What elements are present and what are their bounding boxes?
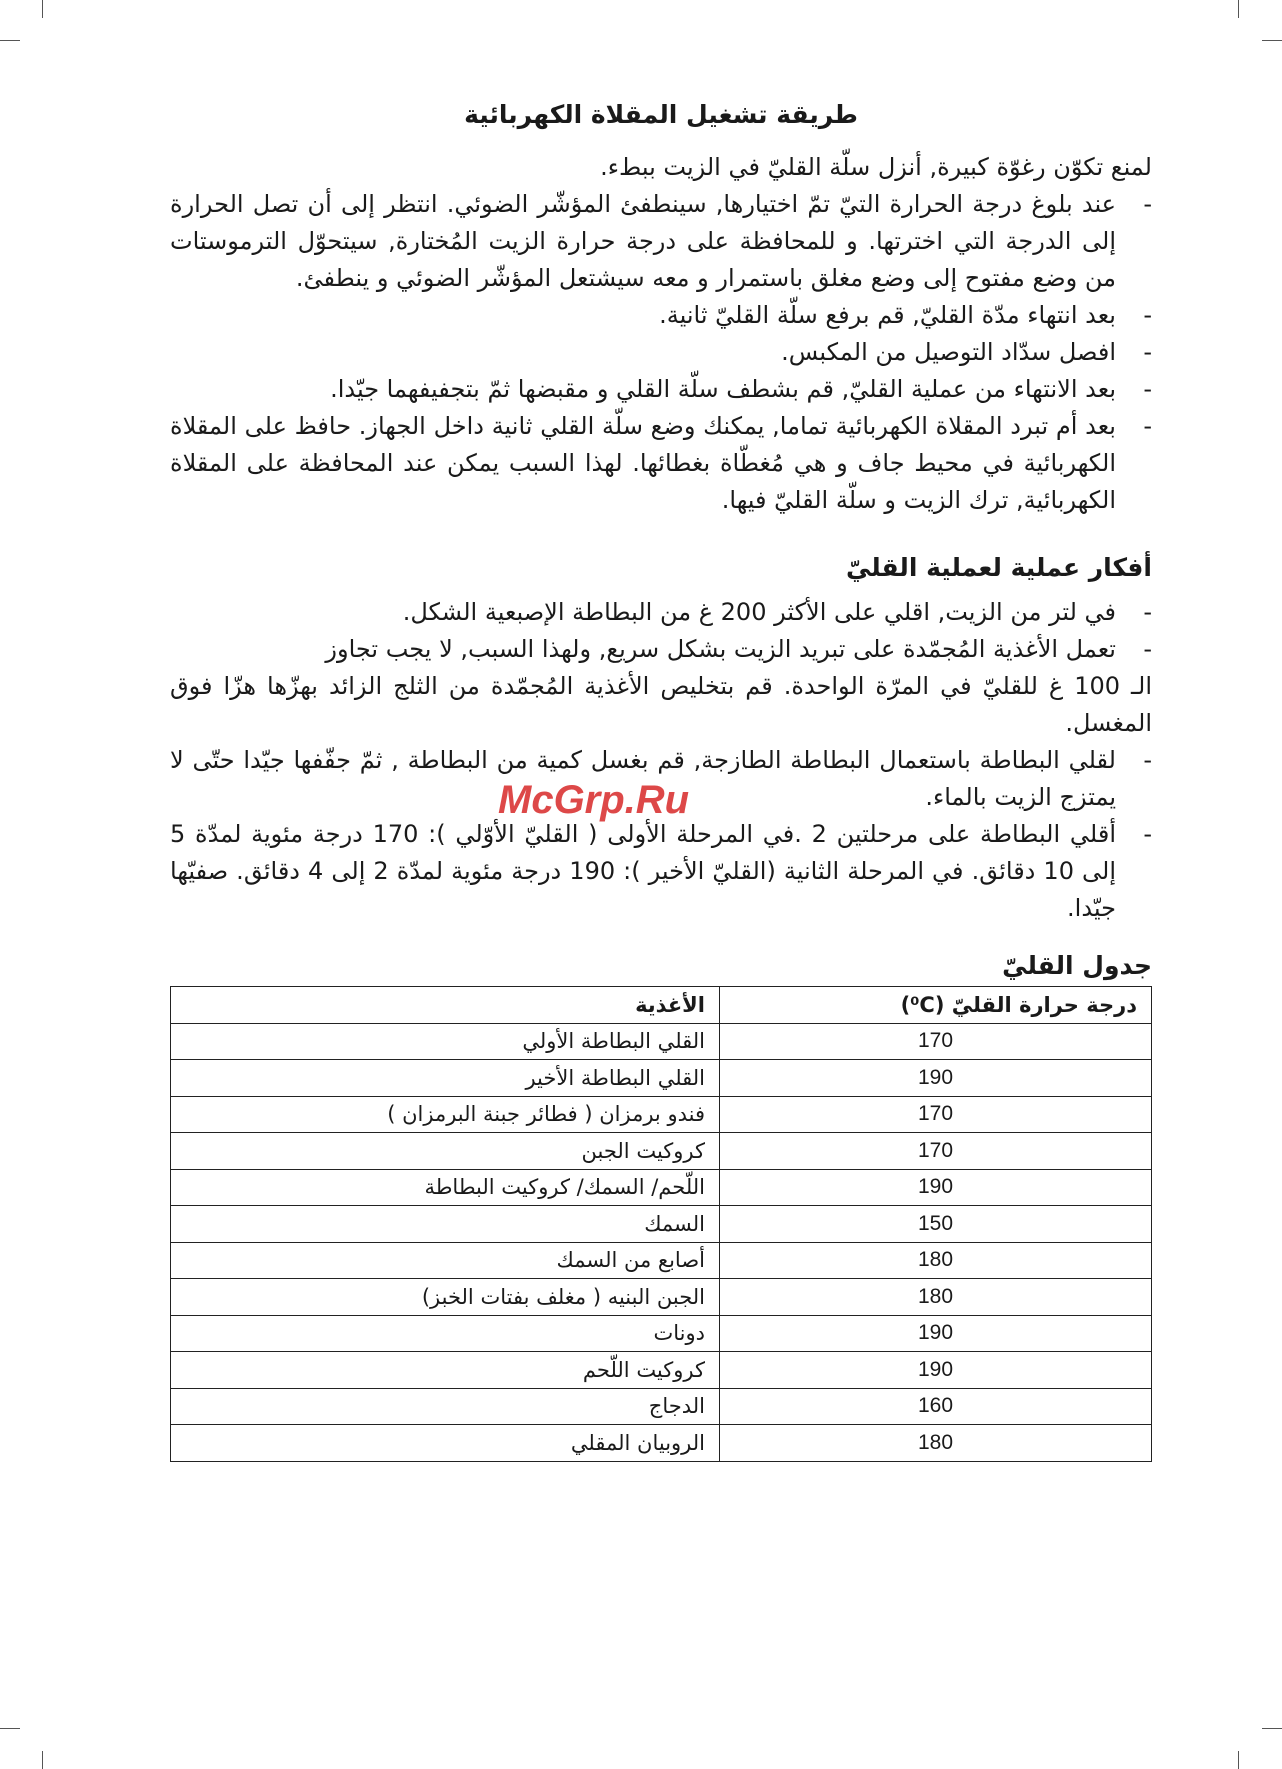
food-cell: أصابع من السمك	[171, 1242, 720, 1279]
crop-mark-top-right-v	[1238, 0, 1239, 18]
table-row	[171, 1206, 1152, 1243]
crop-mark-bottom-left-v	[42, 1751, 43, 1769]
table-row	[171, 1242, 1152, 1279]
food-cell: فندو برمزان ( فطائر جبنة البرمزان )	[171, 1096, 720, 1133]
table-title: جدول القليّ	[1002, 951, 1152, 980]
table-row	[171, 1060, 1152, 1097]
list-item: - بعد انتهاء مدّة القليّ, قم برفع سلّة القليّ ثانية.	[659, 301, 1152, 329]
table-row	[171, 1169, 1152, 1206]
table-row	[171, 1096, 1152, 1133]
temp-cell: 170	[720, 1133, 1152, 1170]
crop-mark-top-left-v	[42, 0, 43, 18]
table-row	[171, 1352, 1152, 1389]
list-item: - تعمل الأغذية المُجمّدة على تبريد الزيت بشكل سريع, ولهذا السبب, لا يجب تجاوز	[325, 635, 1152, 663]
temp-cell: 190	[720, 1169, 1152, 1206]
table-row	[171, 1023, 1152, 1060]
food-cell: دونات	[171, 1315, 720, 1352]
header-temp: درجة حرارة القليّ (⁰C)	[720, 987, 1152, 1024]
header-food: الأغذية	[171, 987, 720, 1024]
list-item: - بعد أم تبرد المقلاة الكهربائية تماما, يمكنك وضع سلّة القلي ثانية داخل الجهاز. حافظ على المقلاة الكهربائية في محيط جاف و هي مُغطّاة بغطائها. لهذا السبب يمكن عند المحافظة على المقلاة الكهربائية, ترك الزيت و سلّة القليّ فيها.	[170, 412, 1152, 514]
table-row	[171, 1133, 1152, 1170]
crop-mark-top-right-h	[1262, 40, 1282, 41]
list-item: - بعد الانتهاء من عملية القليّ, قم بشطف سلّة القلي و مقبضها ثمّ بتجفيفهما جيّدا.	[330, 375, 1152, 403]
table-row	[171, 1388, 1152, 1425]
food-cell: القلي البطاطة الأولي	[171, 1023, 720, 1060]
list-item: - افصل سدّاد التوصيل من المكبس.	[781, 338, 1152, 366]
food-cell: الجبن البنيه ( مغلف بفتات الخبز)	[171, 1279, 720, 1316]
list-item: - أقلي البطاطة على مرحلتين 2 .في المرحلة الأولى ( القليّ الأوّلي ): 170 درجة مئوية لمدّة 5 إلى 10 دقائق. في المرحلة الثانية (القليّ الأخير ): 190 درجة مئوية لمدّة 2 إلى 4 دقائق. صفيّها جيّدا.	[170, 820, 1152, 922]
tips-list	[170, 594, 1152, 668]
food-cell: اللّحم/ السمك/ كروكيت البطاطة	[171, 1169, 720, 1206]
crop-mark-top-left-h	[0, 40, 20, 41]
temp-cell: 170	[720, 1023, 1152, 1060]
table-row	[171, 1425, 1152, 1462]
list-item: - في لتر من الزيت, اقلي على الأكثر 200 غ من البطاطة الإصبعية الشكل.	[402, 598, 1152, 626]
table-row	[171, 1315, 1152, 1352]
tips-title: أفكار عملية لعملية القليّ	[845, 553, 1152, 582]
table-header-row	[171, 987, 1152, 1024]
food-cell: الروبيان المقلي	[171, 1425, 720, 1462]
temp-cell: 190	[720, 1060, 1152, 1097]
list-item: - لقلي البطاطة باستعمال البطاطة الطازجة, قم بغسل كمية من البطاطة , ثمّ جفّفها جيّدا حتّى لا يمتزج الزيت بالماء.	[170, 746, 1152, 811]
frying-table	[170, 986, 1152, 1462]
table-row	[171, 1279, 1152, 1316]
temp-cell: 180	[720, 1279, 1152, 1316]
document-page	[170, 80, 1152, 1462]
operation-list	[170, 186, 1152, 519]
food-cell: الدجاج	[171, 1388, 720, 1425]
food-cell: السمك	[171, 1206, 720, 1243]
crop-mark-bottom-right-v	[1238, 1751, 1239, 1769]
food-cell: القلي البطاطة الأخير	[171, 1060, 720, 1097]
intro-paragraph: لمنع تكوّن رغوّة كبيرة, أنزل سلّة القليّ في الزيت ببطء.	[600, 153, 1152, 181]
food-cell: كروكيت الجبن	[171, 1133, 720, 1170]
tips-continuation: الـ 100 غ للقليّ في المرّة الواحدة. قم بتخليص الأغذية المُجمّدة من الثلج الزائد بهزّها هزّا فوق المغسل.	[170, 672, 1152, 737]
temp-cell: 150	[720, 1206, 1152, 1243]
temp-cell: 170	[720, 1096, 1152, 1133]
temp-cell: 190	[720, 1352, 1152, 1389]
tips-list-continued	[170, 742, 1152, 927]
crop-mark-bottom-left-h	[0, 1728, 20, 1729]
crop-mark-bottom-right-h	[1262, 1728, 1282, 1729]
list-item: - عند بلوغ درجة الحرارة التيّ تمّ اختيارها, سينطفئ المؤشّر الضوئي. انتظر إلى أن تصل الحرارة إلى الدرجة التي اخترتها. و للمحافظة على درجة حرارة الزيت المُختارة, سيتحوّل الترموستات من وضع مفتوح إلى وضع مغلق باستمرار و معه سيشتعل المؤشّر الضوئي و ينطفئ.	[170, 190, 1152, 292]
temp-cell: 160	[720, 1388, 1152, 1425]
food-cell: كروكيت اللّحم	[171, 1352, 720, 1389]
watermark-text: McGrp.Ru	[498, 778, 690, 822]
temp-cell: 180	[720, 1425, 1152, 1462]
temp-cell: 180	[720, 1242, 1152, 1279]
temp-cell: 190	[720, 1315, 1152, 1352]
page-title: طريقة تشغيل المقلاة الكهربائية	[464, 100, 858, 129]
